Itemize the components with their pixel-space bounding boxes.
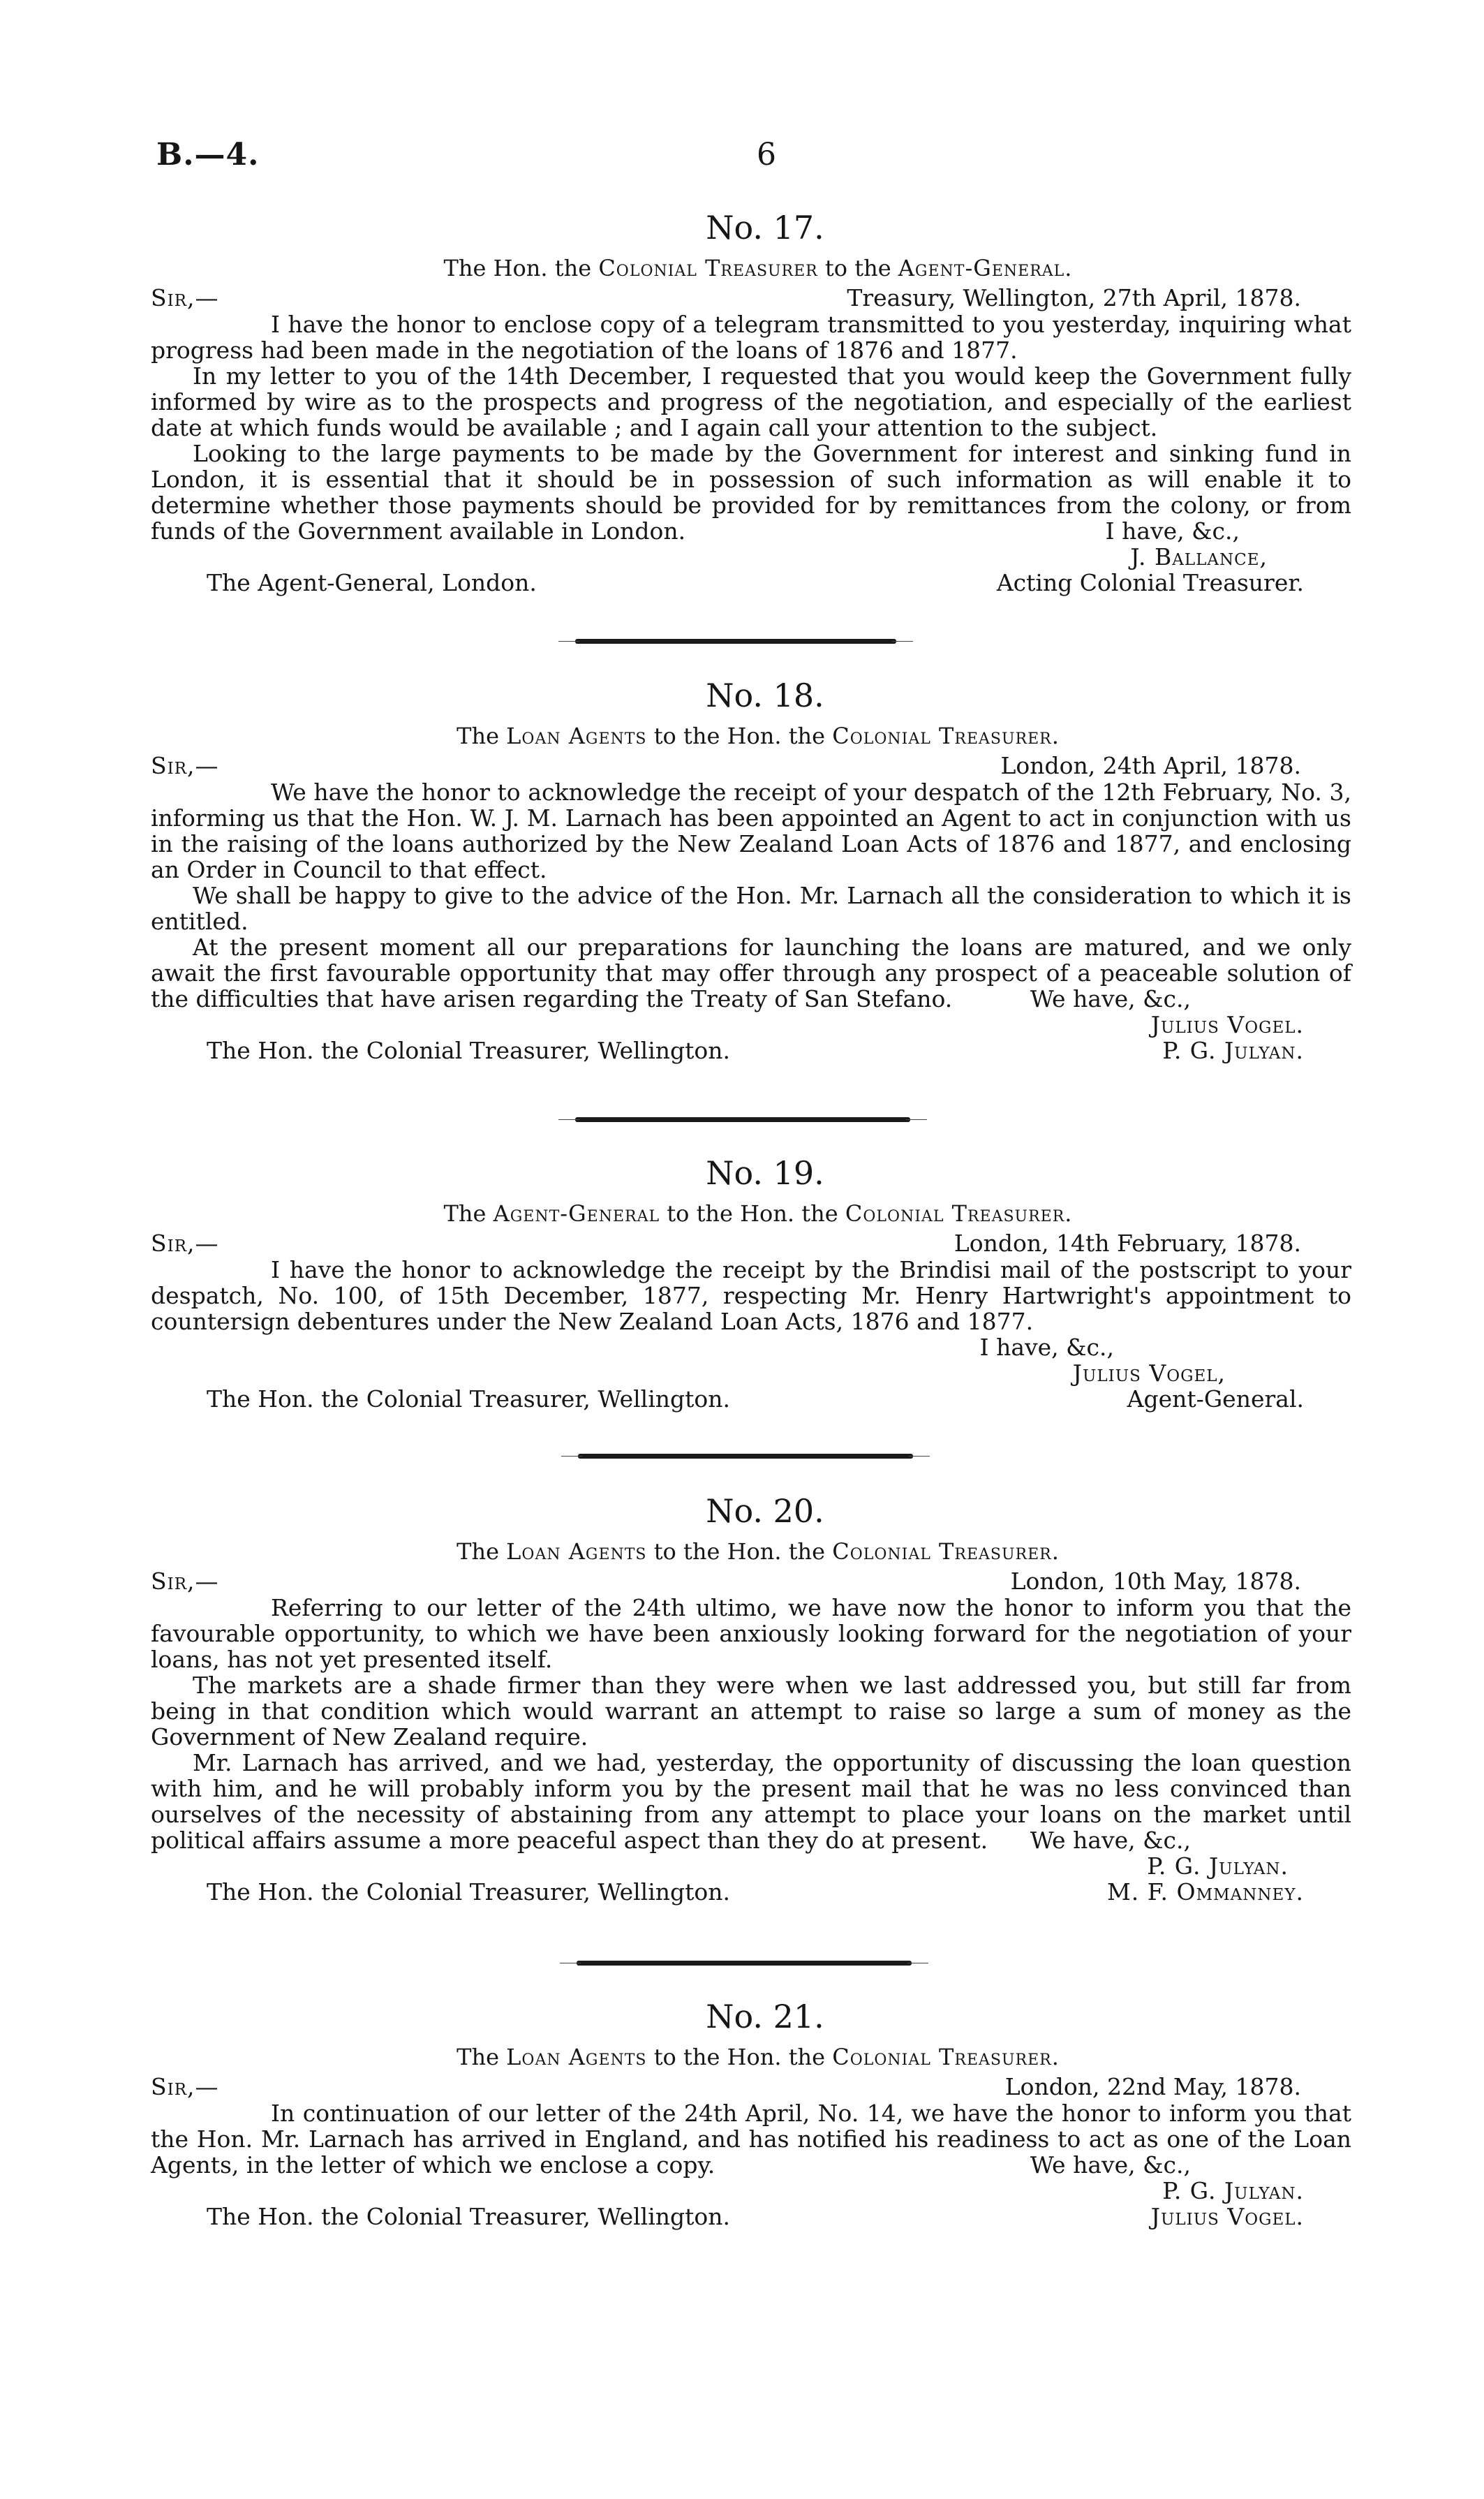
salutation-line <box>151 2074 1351 2100</box>
closing: I have, &c., <box>979 1334 1114 1361</box>
addressee: The Agent-General, London. <box>207 569 537 596</box>
paragraph: I have the honor to acknowledge the receipt by the Brindisi mail of the postscript to your despatch, No. 100, of 15th December, 1877, respecting Mr. Henry Hartwright's appointment to countersign debentures under the New Zealand Loan Acts, 1876 and 1877. <box>151 1256 1351 1335</box>
paragraph: Mr. Larnach has arrived, and we had, yesterday, the opportunity of discussing the loan question with him, and he will probably inform you by the present mail that he was no less convinced than ourselves of the necessity of abstaining from any attempt to place your loans on the market until political affairs assume a more peaceful aspect than they do at present. <box>151 1749 1351 1854</box>
paragraph: At the present moment all our preparations for launching the loans are matured, and we only await the first favourable opportunity that may offer through any prospect of a peaceable solution of the difficulties that have arisen regarding the Treaty of San Stefano. <box>151 934 1351 1012</box>
signatory: Julius Vogel. <box>1150 2203 1304 2230</box>
signatory: P. G. Julyan. <box>1162 1037 1304 1064</box>
letter-18 <box>151 676 1351 1091</box>
letter-heading: The Loan Agents to the Hon. the Colonial Treasurer. <box>457 723 1060 749</box>
signatory: Julius Vogel, <box>1072 1359 1226 1387</box>
place-date: London, 14th February, 1878. <box>954 1230 1301 1257</box>
salutation: Sir,— <box>151 2073 219 2100</box>
salutation-line <box>151 1568 1351 1595</box>
signatory: P. G. Julyan. <box>1162 2177 1304 2204</box>
separator-rule <box>577 1961 912 1966</box>
separator-rule <box>575 1117 910 1122</box>
separator-rule <box>578 1454 913 1459</box>
place-date: London, 22nd May, 1878. <box>1004 2073 1301 2100</box>
closing: We have, &c., <box>1030 985 1191 1012</box>
signature-block <box>151 2151 1351 2257</box>
document-reference: B.—4. <box>156 137 260 172</box>
paragraph: Looking to the large payments to be made by the Government for interest and sinking fund in London, it is essential that it should be in possession of such information as will enable it to determine whether those payments should be provided for by remittances from the colony, or from funds of the Government available in London. <box>151 440 1351 545</box>
letter-21 <box>151 1997 1351 2257</box>
letter-heading: The Loan Agents to the Hon. the Colonial Treasurer. <box>457 2044 1060 2070</box>
salutation: Sir,— <box>151 1568 219 1595</box>
addressee: The Hon. the Colonial Treasurer, Wellington. <box>207 2203 731 2230</box>
letter-heading: The Hon. the Colonial Treasurer to the Agent-General. <box>443 255 1073 281</box>
signatory: Julius Vogel. <box>1150 1011 1304 1038</box>
salutation-line <box>151 285 1351 311</box>
addressee: The Hon. the Colonial Treasurer, Wellington. <box>207 1385 731 1413</box>
salutation: Sir,— <box>151 752 219 779</box>
letter-number: No. 20. <box>706 1492 824 1530</box>
paragraph: I have the honor to enclose copy of a telegram transmitted to you yesterday, inquiring what progress had been made in the negotiation of the loans of 1876 and 1877. <box>151 311 1351 364</box>
page-number: 6 <box>757 137 776 172</box>
signature-block <box>151 1334 1351 1418</box>
salutation-line <box>151 1230 1351 1257</box>
signature-block <box>151 985 1351 1091</box>
paragraph: We shall be happy to give to the advice of the Hon. Mr. Larnach all the consideration to which it is entitled. <box>151 882 1351 935</box>
addressee: The Hon. the Colonial Treasurer, Wellington. <box>207 1037 731 1064</box>
paragraph: We have the honor to acknowledge the receipt of your despatch of the 12th February, No. 3, informing us that the Hon. W. J. M. Larnach has been appointed an Agent to act in conjunction with us in the raising of the loans authorized by the New Zealand Loan Acts of 1876 and 1877, and enclosing an Order in Council to that effect. <box>151 779 1351 883</box>
salutation: Sir,— <box>151 284 219 311</box>
page-header <box>156 137 1350 179</box>
place-date: London, 10th May, 1878. <box>1010 1568 1301 1595</box>
paragraph: In my letter to you of the 14th December, I requested that you would keep the Government fully informed by wire as to the prospects and progress of the negotiation, and especially of the earliest date at which funds would be available ; and I again call your attention to the subject. <box>151 362 1351 441</box>
letter-number: No. 18. <box>706 677 824 714</box>
closing: We have, &c., <box>1030 2151 1191 2179</box>
signatory: J. Ballance, <box>1130 543 1268 570</box>
signatory-title: Acting Colonial Treasurer. <box>996 569 1304 596</box>
letter-number: No. 21. <box>706 1998 824 2035</box>
separator-rule <box>575 639 896 644</box>
letter-number: No. 17. <box>706 209 824 246</box>
addressee: The Hon. the Colonial Treasurer, Wellington. <box>207 1878 731 1905</box>
paragraph: The markets are a shade firmer than they were when we last addressed you, but still far from being in that condition which would warrant an attempt to raise so large a sum of money as the Government of New Zealand require. <box>151 1672 1351 1750</box>
salutation-line <box>151 753 1351 779</box>
salutation: Sir,— <box>151 1230 219 1257</box>
signature-block <box>151 517 1351 624</box>
signatory-title: Agent-General. <box>1127 1385 1304 1413</box>
closing: We have, &c., <box>1030 1827 1191 1854</box>
place-date: Treasury, Wellington, 27th April, 1878. <box>847 284 1301 311</box>
signatory: M. F. Ommanney. <box>1107 1878 1304 1905</box>
letter-number: No. 19. <box>706 1154 824 1192</box>
closing: I have, &c., <box>1105 517 1240 545</box>
letter-heading: The Agent-General to the Hon. the Colonial Treasurer. <box>443 1200 1073 1227</box>
letter-17 <box>151 208 1351 624</box>
paragraph: Referring to our letter of the 24th ultimo, we have now the honor to inform you that the favourable opportunity, to which we have been anxiously looking forward for the negotiation of your loans, has not yet presented itself. <box>151 1594 1351 1673</box>
letter-20 <box>151 1491 1351 1933</box>
paragraph: In continuation of our letter of the 24th April, No. 14, we have the honor to inform you that the Hon. Mr. Larnach has arrived in England, and has notified his readiness to act as one of the Loan Agents, in the letter of which we enclose a copy. <box>151 2100 1351 2179</box>
letter-19 <box>151 1153 1351 1418</box>
letter-heading: The Loan Agents to the Hon. the Colonial Treasurer. <box>457 1538 1060 1565</box>
signature-block <box>151 1827 1351 1933</box>
signatory: P. G. Julyan. <box>1147 1852 1289 1880</box>
place-date: London, 24th April, 1878. <box>1000 752 1301 779</box>
